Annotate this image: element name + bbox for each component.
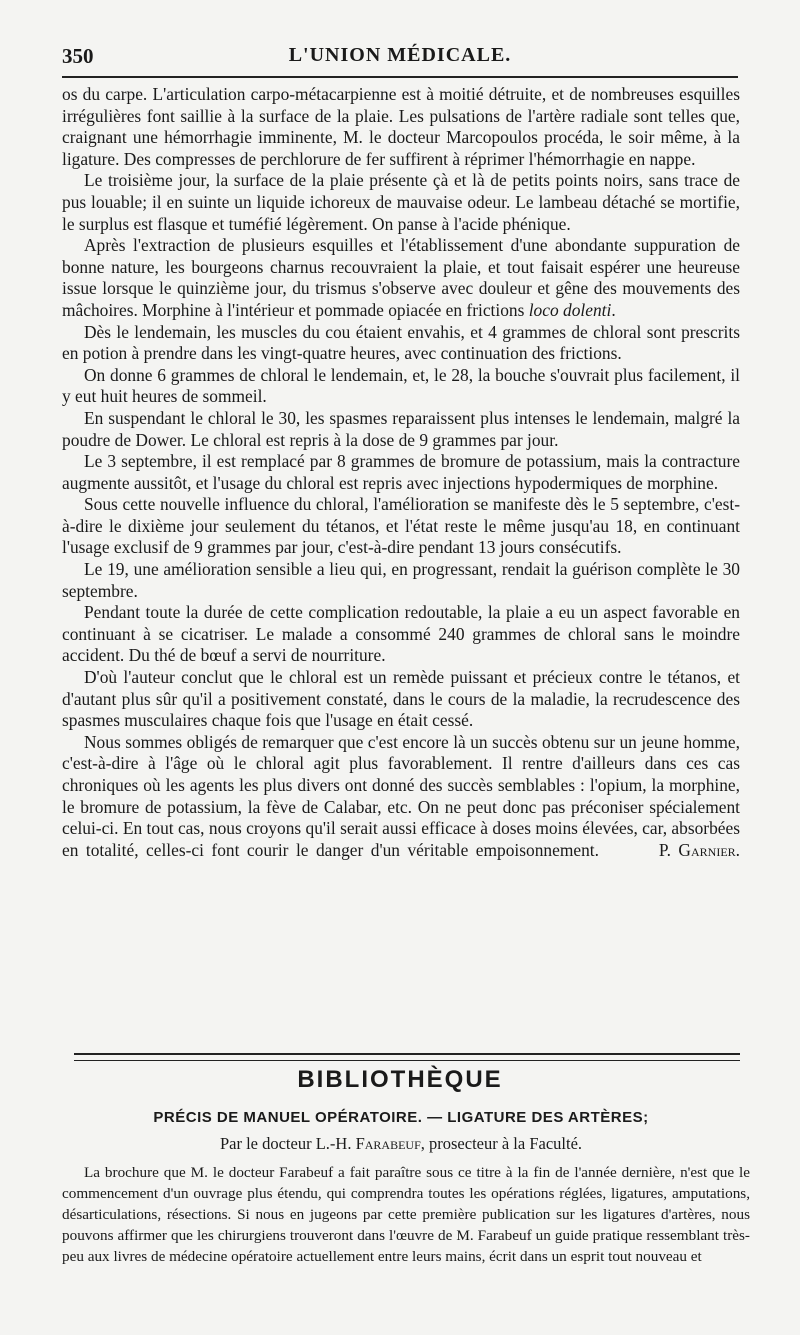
header-rule [62,76,738,78]
book-byline [62,1134,740,1154]
final-paragraph [62,732,740,862]
author-signature: P. Garnier. [658,839,741,860]
latin-phrase: loco dolenti [528,299,612,320]
byline-prefix: Par le docteur L.-H. [219,1134,352,1153]
byline-suffix: , prosecteur à la Faculté. [420,1134,583,1153]
article-body [62,84,740,861]
paragraph-text: Nous sommes obligés de remarquer que c'est encore là un succès obtenu sur un jeune homme, c'est-à-dire à l'âge où le chloral agit plus favorablement. Il rentre d'ailleurs dans ces cas chroniques où les agents les plus divers ont donné des succès semblables : l'opium, la morphine, le bromure de potassium, la fève de Calabar, etc. On ne peut donc pas préconiser spécialement celui-ci. En tout cas, nous croyons qu'il serait aussi efficace à doses moins élevées, car, absorbées en totalité, celles-ci font courir le danger d'un véritable empoisonnement. [62,731,740,860]
book-review [62,1162,750,1267]
paragraph: os du carpe. L'articulation carpo-métacarpienne est à moitié détruite, et de nombreuses esquilles irrégulières font saillie à la surface de la plaie. Les pulsations de l'artère radiale sont telles que, craignant une hémorrhagie imminente, M. le docteur Marcopoulos procéda, le soir même, à la ligature. Des compresses de perchlorure de fer suffirent à réprimer l'hémorrhagie en nappe. [62,84,740,169]
paragraph: Sous cette nouvelle influence du chloral, l'amélioration se manifeste dès le 5 septembre, c'est-à-dire le dixième jour seulement du tétanos, et l'état reste le même jusqu'au 18, en continuant l'usage exclusif de 9 grammes par jour, c'est-à-dire pendant 13 jours consécutifs. [62,494,740,558]
paragraph: Pendant toute la durée de cette complication redoutable, la plaie a eu un aspect favorable en continuant à se cicatriser. Le malade a consommé 240 grammes de chloral sans le moindre accident. Du thé de bœuf a servi de nourriture. [62,602,740,666]
paragraph: Après l'extraction de plusieurs esquilles et l'établissement d'une abondante suppuration de bonne nature, les bourgeons charnus recouvraient la plaie, et tout faisait espérer une heureuse issue lorsque le quinzième jour, du trismus s'observe avec douleur et gêne des mouvements des mâchoires. Morphine à l'intérieur et pommade opiacée en frictions loco dolenti. [62,235,740,320]
book-title: PRÉCIS DE MANUEL OPÉRATOIRE. — LIGATURE DES ARTÈRES; [153,1109,649,1126]
paragraph: Dès le lendemain, les muscles du cou étaient envahis, et 4 grammes de chloral sont prescrits en potion à prendre dans les vingt-quatre heures, avec continuation des frictions. [62,321,740,364]
byline-author: Farabeuf [355,1134,421,1153]
paragraph: D'où l'auteur conclut que le chloral est un remède puissant et précieux contre le tétanos, et d'autant plus sûr qu'il a positivement constaté, dans le cours de la maladie, la recrudescence des spasmes musculaires chaque fois que l'usage en était cessé. [62,667,740,731]
paragraph: On donne 6 grammes de chloral le lendemain, et, le 28, la bouche s'ouvrait plus facilement, il y eut huit heures de sommeil. [62,364,740,407]
paragraph: Le 3 septembre, il est remplacé par 8 grammes de bromure de potassium, mais la contracture augmente aussitôt, et l'usage du chloral est repris avec injections hypodermiques de morphine. [62,451,740,493]
page-number: 350 [62,44,94,68]
section-title: BIBLIOTHÈQUE [297,1066,503,1093]
paragraph: En suspendant le chloral le 30, les spasmes reparaissent plus intenses le lendemain, malgré la poudre de Dower. Le chloral est repris à la dose de 9 grammes par jour. [62,407,740,450]
page-header [62,40,738,72]
running-title: L'UNION MÉDICALE. [288,44,512,66]
review-paragraph: La brochure que M. le docteur Farabeuf a fait paraître sous ce titre à la fin de l'année dernière, n'est que le commencement d'un ouvrage plus étendu, qui comprendra toutes les opérations réglées, ligatures, amputations, désarticulations, résections. Si nous en jugeons par cette première publication sur les ligatures d'artères, nous pouvons affirmer que les chirurgiens trouveront dans l'œuvre de M. Farabeuf un guide pratique ressemblant très-peu aux livres de médecine opératoire actuellement entre leurs mains, écrit dans un esprit tout nouveau et [62,1164,750,1265]
paragraph: Le 19, une amélioration sensible a lieu qui, en progressant, rendait la guérison complète le 30 septembre. [62,559,740,601]
paragraph: Le troisième jour, la surface de la plaie présente çà et là de petits points noirs, sans trace de pus louable; il en suinte un liquide ichoreux de mauvaise odeur. Le lambeau détaché se mortifie, le surplus est flasque et tuméfié légèrement. On panse à l'acide phénique. [62,170,740,234]
section-divider [74,1053,740,1061]
